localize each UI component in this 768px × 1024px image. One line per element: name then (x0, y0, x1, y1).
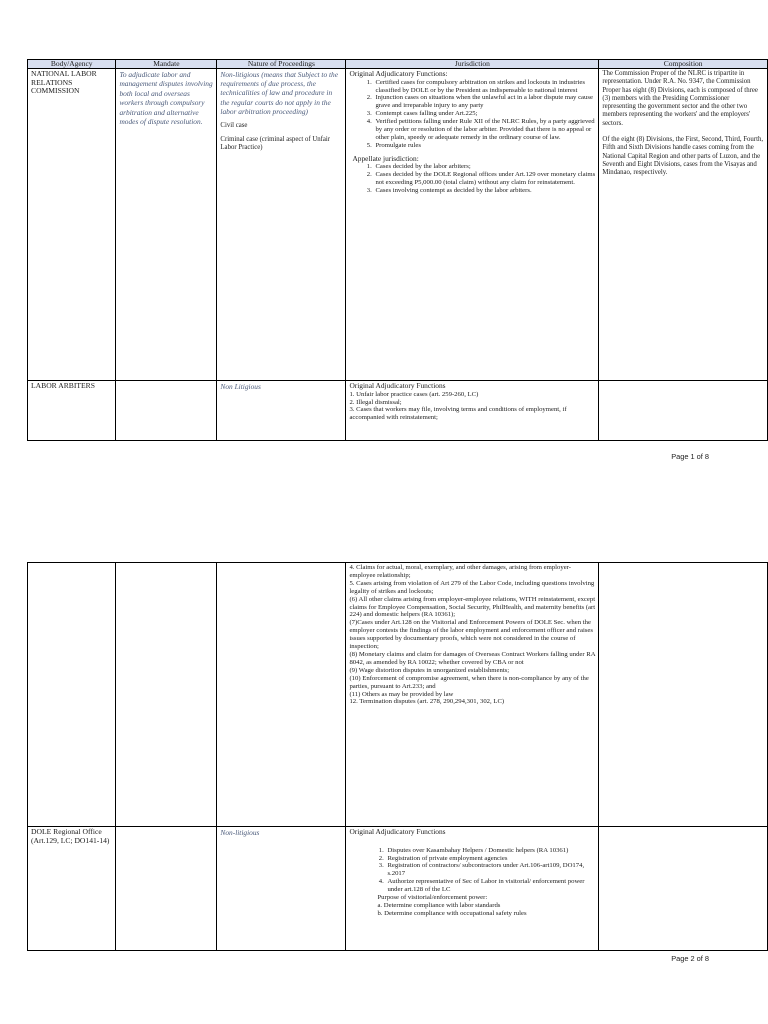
composition-labor-arbiters (599, 381, 768, 441)
agency-labor-arbiters: LABOR ARBITERS (28, 381, 116, 441)
list-item: 5. Promulgate rules (373, 142, 595, 150)
table-row-labor-arbiters-continued (28, 563, 768, 827)
list-item: 4. Verified petitions falling under Rule XII of the NLRC Rules, by a party aggrieved by any order or resolution of the labor arbiter. Provided that there is no appeal or other plain, speedy or adequate remedy in the ordinary course of law. (373, 118, 595, 142)
page-1 (0, 0, 768, 470)
purpose-list (349, 902, 595, 918)
list-item: 4. Claims for actual, moral, exemplary, and other damages, arising from employer-employee relationship; (349, 564, 571, 579)
agency-nlrc (28, 69, 116, 381)
list-item: 5. Cases arising from violation of Art 279 of the Labor Code, including questions involving legality of strikes and lockouts; (349, 579, 595, 595)
agency-cell (28, 563, 116, 827)
jurisdiction-table-page-2 (27, 562, 768, 951)
nature-criminal: Criminal case (criminal aspect of Unfair Labor Practice) (220, 135, 331, 151)
agency-dole-regional: DOLE Regional Office (Art.129, LC; DO141-14) (28, 827, 116, 951)
composition-paragraph: Of the eight (8) Divisions, the First, Second, Third, Fourth, Fifth and Sixth Divisions handle cases coming from the National Capital Region and other parts of Luzon, and the Seventh and Eight Divisions, cases from the Visayas and Mindanao, respectively. (602, 136, 764, 177)
mandate-labor-arbiters (116, 381, 217, 441)
list-item: 1. Cases decided by the labor arbiters; (373, 163, 595, 171)
mandate-dole-regional (116, 827, 217, 951)
page-number: Page 2 of 8 (671, 954, 709, 963)
page-number: Page 1 of 8 (671, 452, 709, 461)
header-nature: Nature of Proceedings (217, 60, 346, 69)
nature-civil: Civil case (220, 122, 248, 130)
jurisdiction-continued (346, 563, 599, 827)
header-mandate: Mandate (116, 60, 217, 69)
original-functions-heading: Original Adjudicatory Functions: (349, 69, 448, 78)
appellate-list (349, 163, 595, 195)
jurisdiction-table-page-1 (27, 59, 768, 441)
list-item: a. Determine compliance with labor standards (377, 901, 501, 909)
agency-name: NATIONAL LABOR RELATIONS COMMISSION (31, 69, 97, 96)
appellate-heading: Appellate jurisdiction: (352, 153, 419, 163)
page-2 (0, 470, 768, 1024)
dole-functions-list (349, 847, 595, 894)
list-item: 2. Injunction cases on situations when the unlawful act in a labor dispute may cause grave and irreparable injury to any party (373, 94, 595, 110)
table-row-nlrc (28, 69, 768, 381)
list-item: 4. Authorize representative of Sec of Labor in visitorial/ enforcement power under art.128 of the LC (385, 878, 595, 894)
mandate-cell (116, 563, 217, 827)
composition-nlrc (599, 69, 768, 381)
nature-cell (217, 563, 346, 827)
table-row-dole-regional (28, 827, 768, 951)
list-item: 3. Cases that workers may file, involving terms and conditions of employment, if accompanied with reinstatement; (349, 406, 567, 422)
list-item: (11) Others as may be provided by law (349, 690, 454, 698)
list-item: (10) Enforcement of compromise agreement, when there is non-compliance by any of the parties, pursuant to Art.233; and (349, 674, 589, 690)
list-item: 1. Disputes over Kasambahay Helpers / Domestic helpers (RA 10361) (385, 847, 595, 855)
list-item: 2. Illegal dismissal; (349, 398, 402, 406)
original-functions-list (349, 79, 595, 150)
nature-text: Non-litigious (means that Subject to the requirements of due process, the technicalities of law and procedure in the regular courts do not apply in the labor arbitration proceeding) (220, 70, 339, 116)
list-item: 1. Unfair labor practice cases (art. 259-260, LC) (349, 390, 479, 398)
header-body-agency: Body/Agency (28, 60, 116, 69)
list-item: (6) All other claims arising from employer-employee relations, WITH reinstatement, except claims for Employee Compensation, Social Security, PhilHealth, and maternity benefits (art 224) and domestic helpers (RA 10361); (349, 595, 596, 619)
list-item: (9) Wage distortion disputes in unorganized establishments; (349, 666, 510, 674)
jurisdiction-nlrc (346, 69, 599, 381)
list-item: 2. Registration of private employment agencies (385, 855, 595, 863)
composition-paragraph: The Commission Proper of the NLRC is tripartite in representation. Under R.A. No. 9347, the Commission Proper has eight (8) Divisions, each is composed of three (3) members with the Presiding Commissioner representing the government sector and the other two members representing the workers' and the employers' sectors. (602, 70, 758, 127)
list-item: 12. Termination disputes (art. 278, 290,294,301, 302, LC) (349, 698, 505, 706)
header-jurisdiction: Jurisdiction (346, 60, 599, 69)
nature-labor-arbiters: Non Litigious (217, 381, 346, 441)
table-header-row (28, 60, 768, 69)
table-row-labor-arbiters (28, 381, 768, 441)
original-functions-heading: Original Adjudicatory Functions (349, 827, 446, 836)
list-item: 3. Registration of contractors/ subcontractors under Art.106-art109, DO174, s.2017 (385, 862, 595, 878)
nature-nlrc (217, 69, 346, 381)
purpose-heading: Purpose of visitorial/enforcement power: (377, 894, 488, 902)
nature-dole-regional: Non-litigious (217, 827, 346, 951)
list-item: 3. Contempt cases falling under Art.225; (373, 110, 595, 118)
list-item: (8) Monetary claims and claim for damages of Overseas Contract Workers falling under RA 8042, as amended by RA 10022; whether covered by CBA or not (349, 650, 596, 666)
jurisdiction-dole-regional (346, 827, 599, 951)
list-item: 3. Cases involving contempt as decided by the labor arbiters. (373, 187, 595, 195)
composition-dole-regional (599, 827, 768, 951)
composition-cell (599, 563, 768, 827)
header-composition: Composition (599, 60, 768, 69)
jurisdiction-labor-arbiters (346, 381, 599, 441)
mandate-nlrc: To adjudicate labor and management disputes involving both local and overseas workers through compulsory arbitration and alternative modes of dispute resolution. (116, 69, 217, 381)
list-item: 2. Cases decided by the DOLE Regional offices under Art.129 over monetary claims not exceeding P5,000.00 (total claim) without any claim for reinstatement. (373, 171, 595, 187)
list-item: b. Determine compliance with occupational safety rules (377, 909, 527, 917)
original-functions-heading: Original Adjudicatory Functions (349, 381, 446, 390)
list-item: (7)Cases under Art.128 on the Visitorial and Enforcement Powers of DOLE Sec. when the employer contests the findings of the labor employment and enforcement officer and raises issues supported by documentary proofs, which were not considered in the course of inspection; (349, 619, 593, 651)
list-item: 1. Certified cases for compulsory arbitration on strikes and lockouts in industries classified by DOLE or by the President as indispensable to national interest (373, 79, 595, 95)
